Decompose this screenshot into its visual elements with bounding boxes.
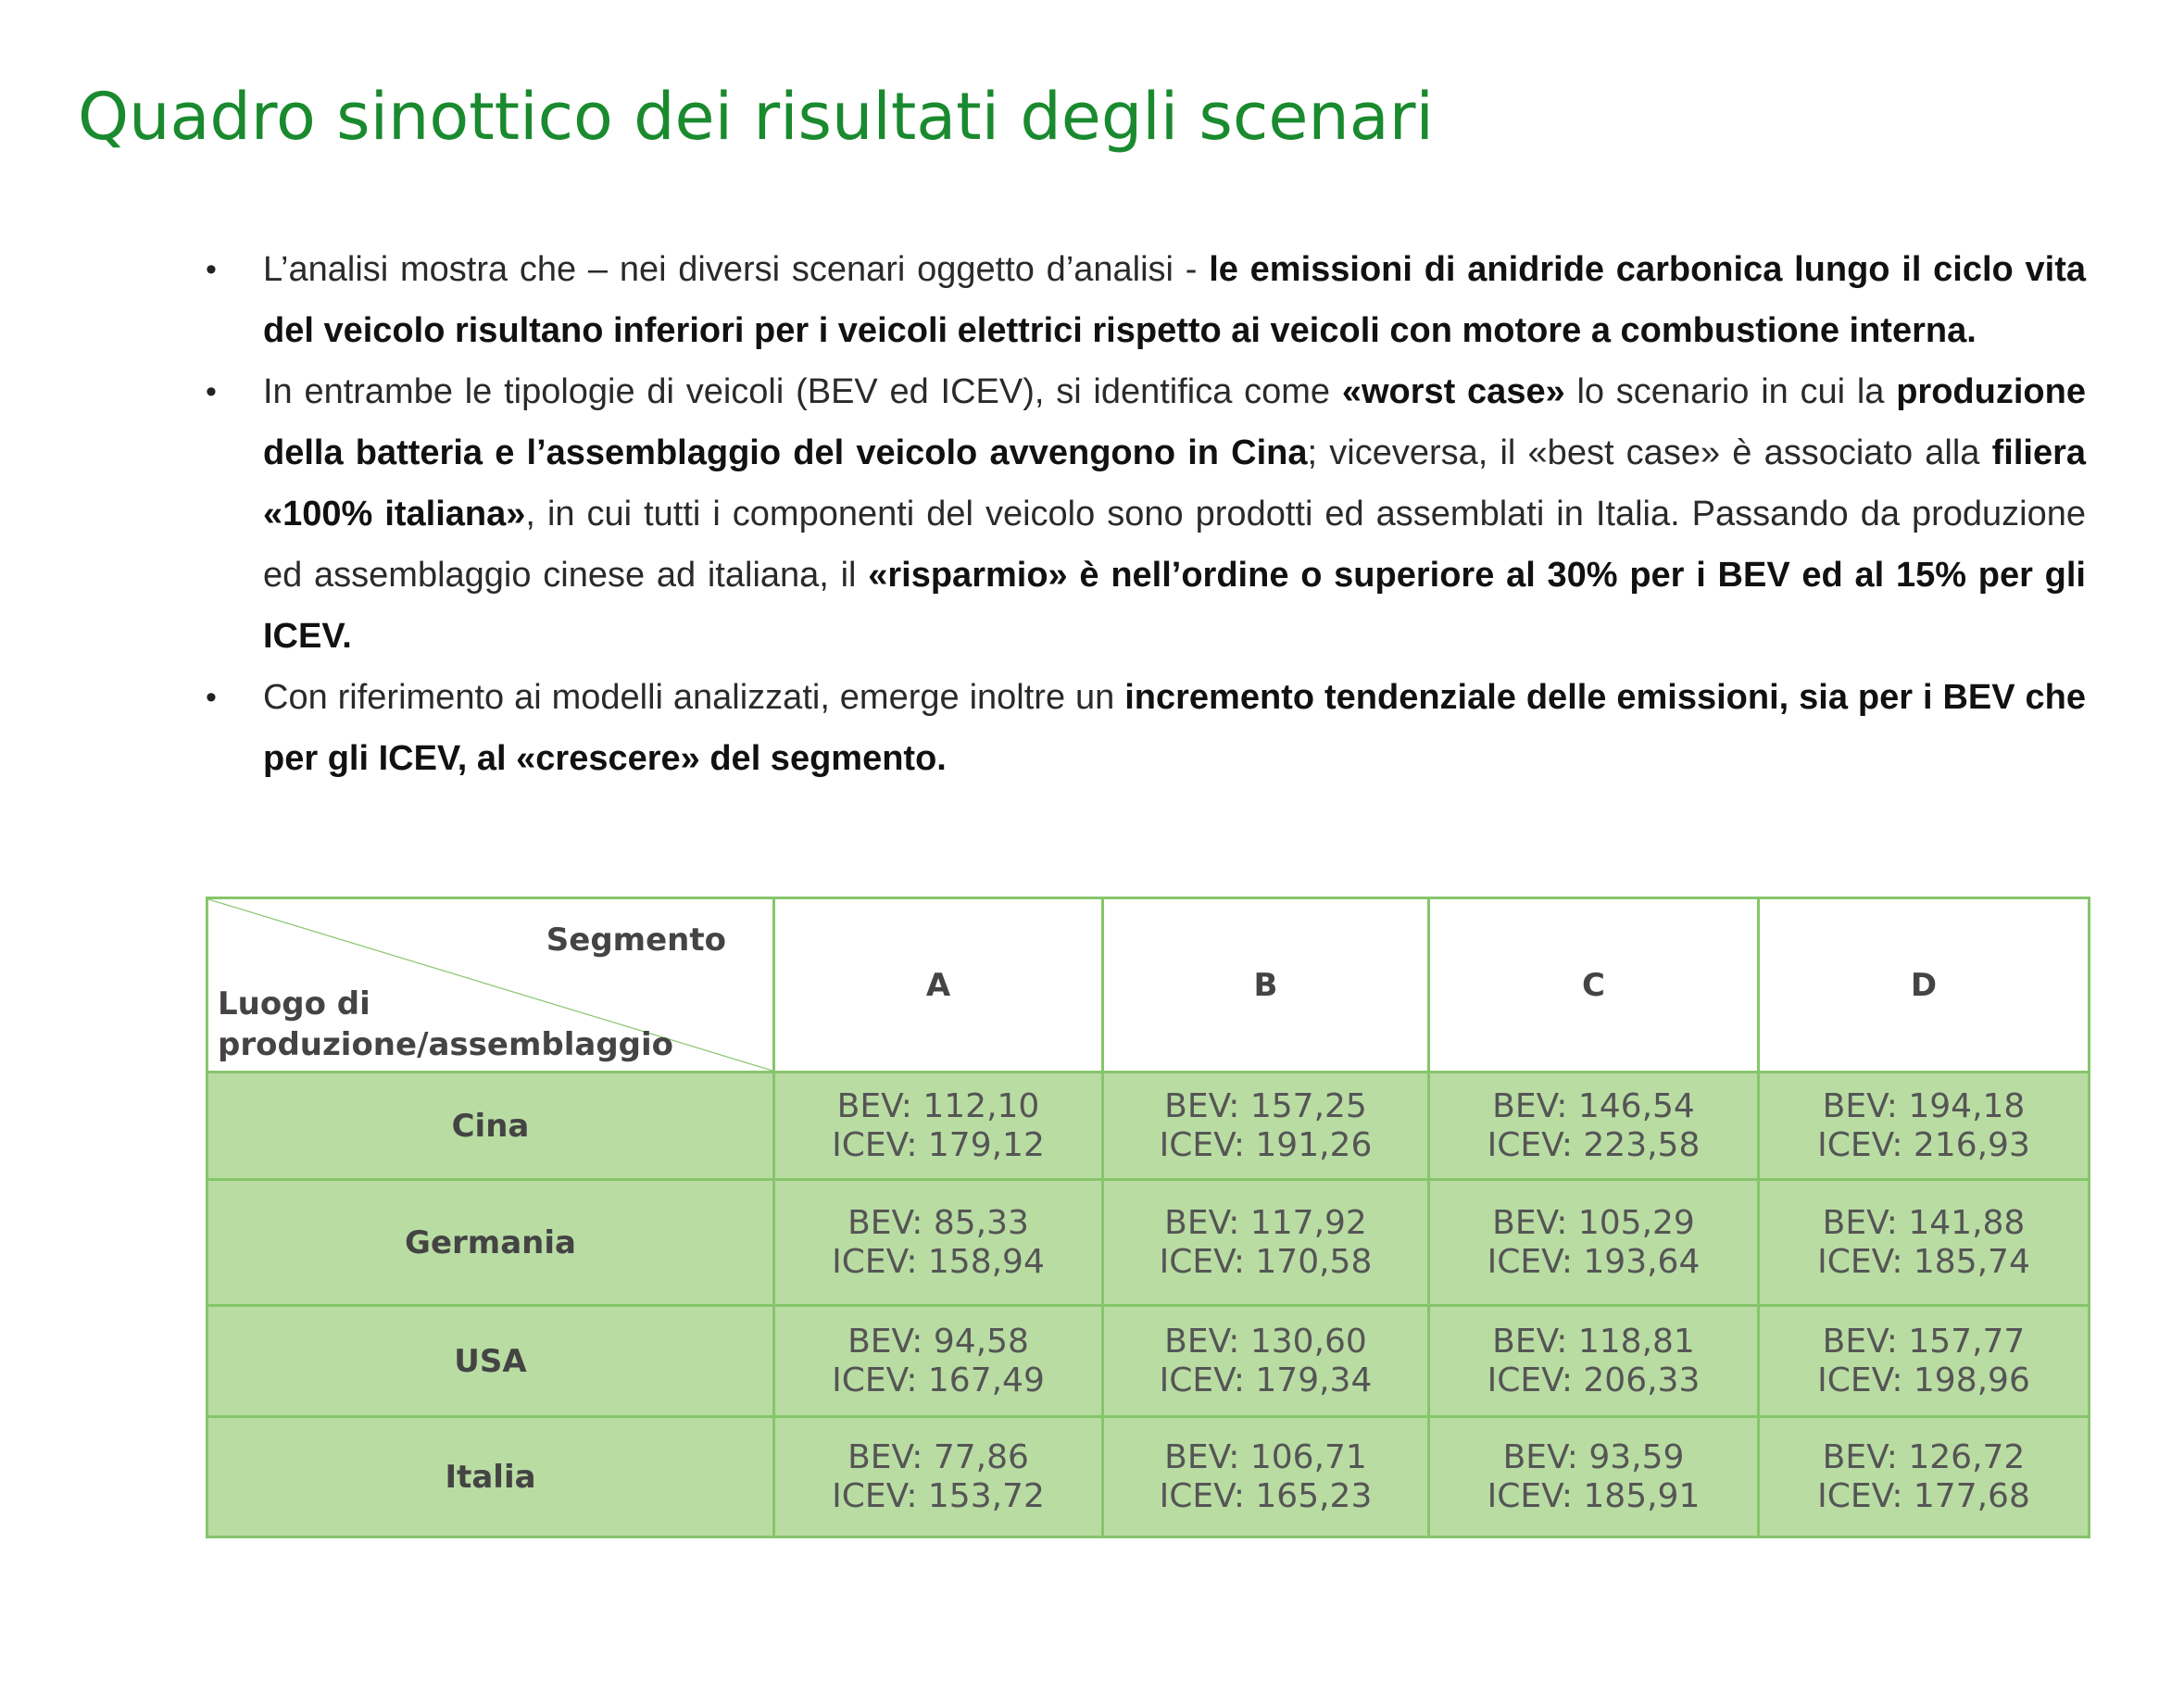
icev-value: ICEV: 198,96 — [1817, 1361, 2030, 1399]
row-label: Germania — [207, 1180, 774, 1306]
location-axis-label — [218, 984, 673, 1065]
table-cell — [1759, 1180, 2090, 1306]
row-label: Italia — [207, 1417, 774, 1537]
location-axis-label-line2: produzione/assemblaggio — [218, 1026, 674, 1063]
bullet-text: ; viceversa, il «best case» è associato alla — [1307, 433, 1992, 472]
bullet-list — [206, 239, 2086, 789]
table-row-cina — [207, 1073, 2090, 1180]
bev-value: BEV: 85,33 — [847, 1203, 1029, 1242]
segment-header-d: D — [1759, 898, 2090, 1073]
table-cell — [1103, 1417, 1429, 1537]
bullet-item-3 — [206, 667, 2086, 789]
icev-value: ICEV: 185,91 — [1487, 1476, 1701, 1515]
table-cell — [1759, 1417, 2090, 1537]
bullet-item-2 — [206, 361, 2086, 667]
bev-value: BEV: 157,77 — [1822, 1322, 2026, 1361]
bullet-item-1 — [206, 239, 2086, 361]
bullet-text: L’analisi mostra che – nei diversi scenari oggetto d’analisi - — [263, 250, 1210, 289]
bullet-text: lo scenario in cui la — [1564, 372, 1897, 411]
icev-value: ICEV: 185,74 — [1817, 1242, 2030, 1281]
icev-value: ICEV: 167,49 — [832, 1361, 1045, 1399]
bev-value: BEV: 118,81 — [1492, 1322, 1695, 1361]
bullet-text-bold: le emissioni di anidride carbonica lungo il ciclo vita del veicolo risultano inferiori per i veicoli elettrici rispetto ai veicoli con motore a combustione interna. — [263, 250, 2086, 350]
table-cell — [1429, 1073, 1759, 1180]
icev-value: ICEV: 206,33 — [1487, 1361, 1701, 1399]
table-cell — [774, 1306, 1103, 1417]
page-title: Quadro sinottico dei risultati degli scenari — [78, 79, 1434, 155]
bev-value: BEV: 157,25 — [1164, 1086, 1367, 1125]
location-axis-label-line1: Luogo di — [218, 985, 370, 1022]
table-row-germania — [207, 1180, 2090, 1306]
icev-value: ICEV: 216,93 — [1817, 1125, 2030, 1164]
table-cell — [1103, 1180, 1429, 1306]
icev-value: ICEV: 170,58 — [1159, 1242, 1373, 1281]
results-table — [206, 897, 2090, 1538]
bev-value: BEV: 146,54 — [1492, 1086, 1695, 1125]
table-cell — [774, 1073, 1103, 1180]
segment-header-c: C — [1429, 898, 1759, 1073]
segment-header-b: B — [1103, 898, 1429, 1073]
table-header-row — [207, 898, 2090, 1073]
bullet-text-bold: «worst case» — [1341, 372, 1565, 411]
icev-value: ICEV: 179,12 — [832, 1125, 1045, 1164]
row-label: Cina — [207, 1073, 774, 1180]
bev-value: BEV: 106,71 — [1164, 1437, 1367, 1476]
table-row-italia — [207, 1417, 2090, 1537]
bev-value: BEV: 112,10 — [836, 1086, 1040, 1125]
table-cell — [1759, 1306, 2090, 1417]
bullet-text-bold: «risparmio» è nell’ordine o superiore al 30% per i BEV ed al 15% per gli ICEV. — [263, 556, 2086, 656]
bev-value: BEV: 105,29 — [1492, 1203, 1695, 1242]
bullet-text-bold: incremento tendenziale delle emissioni, sia per i BEV che per gli ICEV, al «crescere» del segmento. — [263, 678, 2087, 778]
bev-value: BEV: 194,18 — [1822, 1086, 2026, 1125]
icev-value: ICEV: 193,64 — [1487, 1242, 1701, 1281]
table-cell — [774, 1417, 1103, 1537]
table-cell — [1429, 1306, 1759, 1417]
bullet-text-bold: produzione della batteria e l’assemblaggio del veicolo avvengono in Cina — [263, 372, 2086, 472]
icev-value: ICEV: 165,23 — [1159, 1476, 1373, 1515]
bev-value: BEV: 130,60 — [1164, 1322, 1367, 1361]
icev-value: ICEV: 177,68 — [1817, 1476, 2030, 1515]
bev-value: BEV: 126,72 — [1822, 1437, 2026, 1476]
bullet-text: In entrambe le tipologie di veicoli (BEV ed ICEV), si identifica come — [263, 372, 1342, 411]
table-cell — [774, 1180, 1103, 1306]
icev-value: ICEV: 191,26 — [1159, 1125, 1373, 1164]
bev-value: BEV: 141,88 — [1822, 1203, 2026, 1242]
table-cell — [1103, 1073, 1429, 1180]
icev-value: ICEV: 158,94 — [832, 1242, 1045, 1281]
segment-axis-label: Segmento — [546, 922, 726, 959]
bullet-text: Con riferimento ai modelli analizzati, emerge inoltre un — [263, 678, 1125, 717]
table-cell — [1429, 1417, 1759, 1537]
segment-header-a: A — [774, 898, 1103, 1073]
table-cell — [1429, 1180, 1759, 1306]
results-table-wrapper — [206, 897, 2088, 1538]
icev-value: ICEV: 223,58 — [1487, 1125, 1701, 1164]
icev-value: ICEV: 179,34 — [1159, 1361, 1373, 1399]
table-cell — [1103, 1306, 1429, 1417]
bev-value: BEV: 94,58 — [847, 1322, 1029, 1361]
bullet-text: , in cui tutti i componenti del veicolo sono prodotti ed assemblati in Italia. Passando da produzione ed assemblaggio cinese ad italiana, il — [263, 495, 2086, 595]
row-label: USA — [207, 1306, 774, 1417]
table-corner-header — [207, 898, 774, 1073]
bullet-text-bold: filiera «100% italiana» — [263, 433, 2087, 533]
bev-value: BEV: 93,59 — [1502, 1437, 1685, 1476]
icev-value: ICEV: 153,72 — [832, 1476, 1045, 1515]
bev-value: BEV: 117,92 — [1164, 1203, 1367, 1242]
table-cell — [1759, 1073, 2090, 1180]
table-row-usa — [207, 1306, 2090, 1417]
bev-value: BEV: 77,86 — [847, 1437, 1029, 1476]
